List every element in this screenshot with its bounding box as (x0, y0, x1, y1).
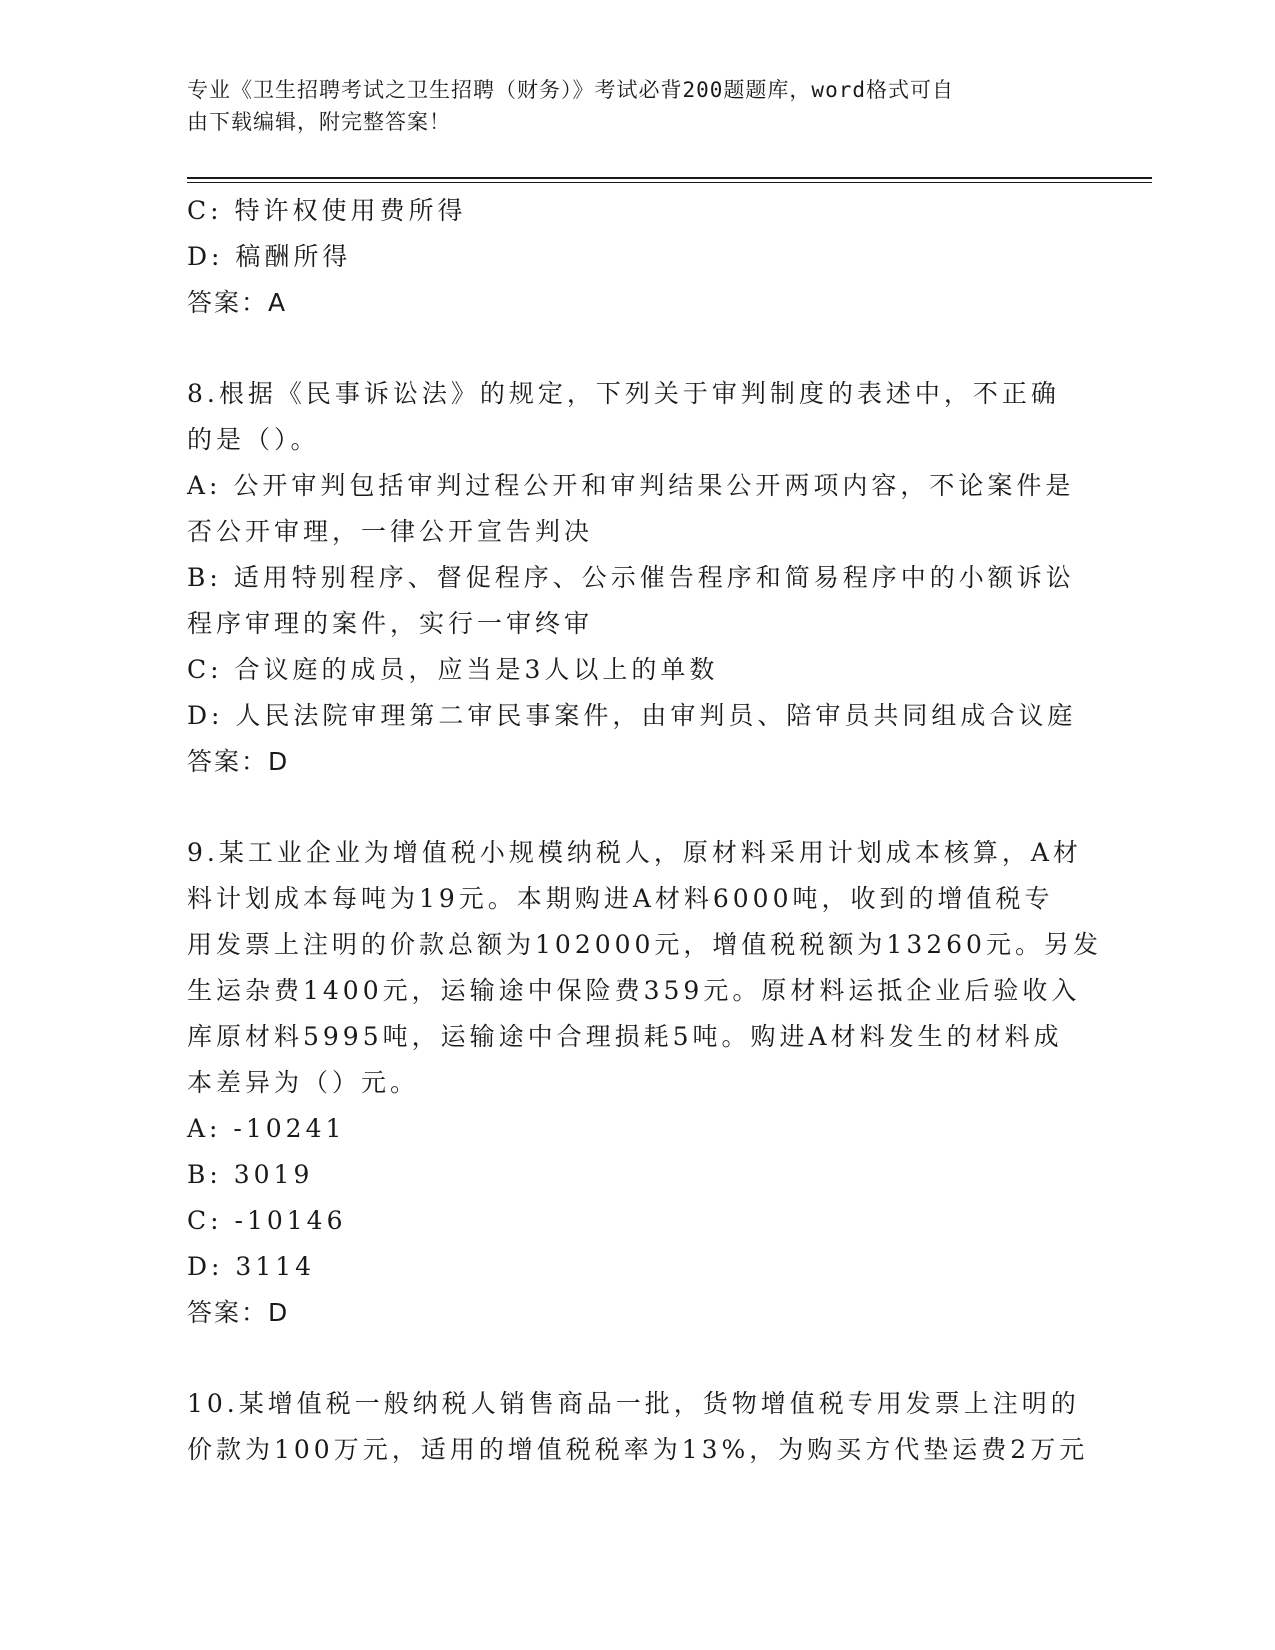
spacer (187, 1336, 1077, 1381)
answer-line: 答案：A (187, 288, 288, 317)
header-divider-thick (187, 177, 1152, 179)
question-stem-line: 10.某增值税一般纳税人销售商品一批，货物增值税专用发票上注明的 (187, 1389, 1080, 1418)
document-body (187, 188, 1102, 1473)
header-line: 专业《卫生招聘考试之卫生招聘（财务）》考试必背200题题库，word格式可自 (187, 78, 954, 102)
option-b: B: 3019 (187, 1160, 314, 1189)
question-9 (187, 830, 1102, 1336)
answer-line: 答案：D (187, 747, 290, 776)
question-stem-line: 用发票上注明的价款总额为102000元，增值税税额为13260元。另发 (187, 930, 1102, 959)
question-8 (187, 371, 1077, 785)
option-d: D: 人民法院审理第二审民事案件，由审判员、陪审员共同组成合议庭 (187, 701, 1077, 730)
option-a: A: 公开审判包括审判过程公开和审判结果公开两项内容，不论案件是 (187, 471, 1075, 500)
option-c: C: -10146 (187, 1206, 347, 1235)
option-c: C: 特许权使用费所得 (187, 196, 467, 225)
question-stem-line: 价款为100万元，适用的增值税税率为13%，为购买方代垫运费2万元 (187, 1435, 1089, 1464)
spacer (187, 785, 1077, 830)
question-stem-line: 生运杂费1400元，运输途中保险费359元。原材料运抵企业后验收入 (187, 976, 1081, 1005)
question-stem-line: 9.某工业企业为增值税小规模纳税人，原材料采用计划成本核算，A材 (187, 838, 1082, 867)
question-10 (187, 1381, 1089, 1473)
page-header (187, 74, 1067, 138)
option-a-continued: 否公开审理，一律公开宣告判决 (187, 517, 594, 546)
option-d: D: 3114 (187, 1252, 316, 1281)
option-c: C: 合议庭的成员，应当是3人以上的单数 (187, 655, 719, 684)
option-d: D: 稿酬所得 (187, 242, 352, 271)
question-7-tail (187, 188, 1077, 326)
option-a: A: -10241 (187, 1114, 346, 1143)
question-stem-line: 库原材料5995吨，运输途中合理损耗5吨。购进A材料发生的材料成 (187, 1022, 1063, 1051)
question-stem-line: 料计划成本每吨为19元。本期购进A材料6000吨，收到的增值税专 (187, 884, 1054, 913)
answer-line: 答案：D (187, 1298, 290, 1327)
header-divider-thin (187, 182, 1152, 183)
spacer (187, 326, 1077, 371)
header-line: 由下载编辑，附完整答案！ (187, 110, 451, 134)
option-b: B: 适用特别程序、督促程序、公示催告程序和简易程序中的小额诉讼 (187, 563, 1075, 592)
question-stem-line: 的是（）。 (187, 425, 320, 454)
option-b-continued: 程序审理的案件，实行一审终审 (187, 609, 594, 638)
question-stem-line: 本差异为（）元。 (187, 1068, 420, 1097)
question-stem-line: 8.根据《民事诉讼法》的规定，下列关于审判制度的表述中，不正确 (187, 379, 1060, 408)
